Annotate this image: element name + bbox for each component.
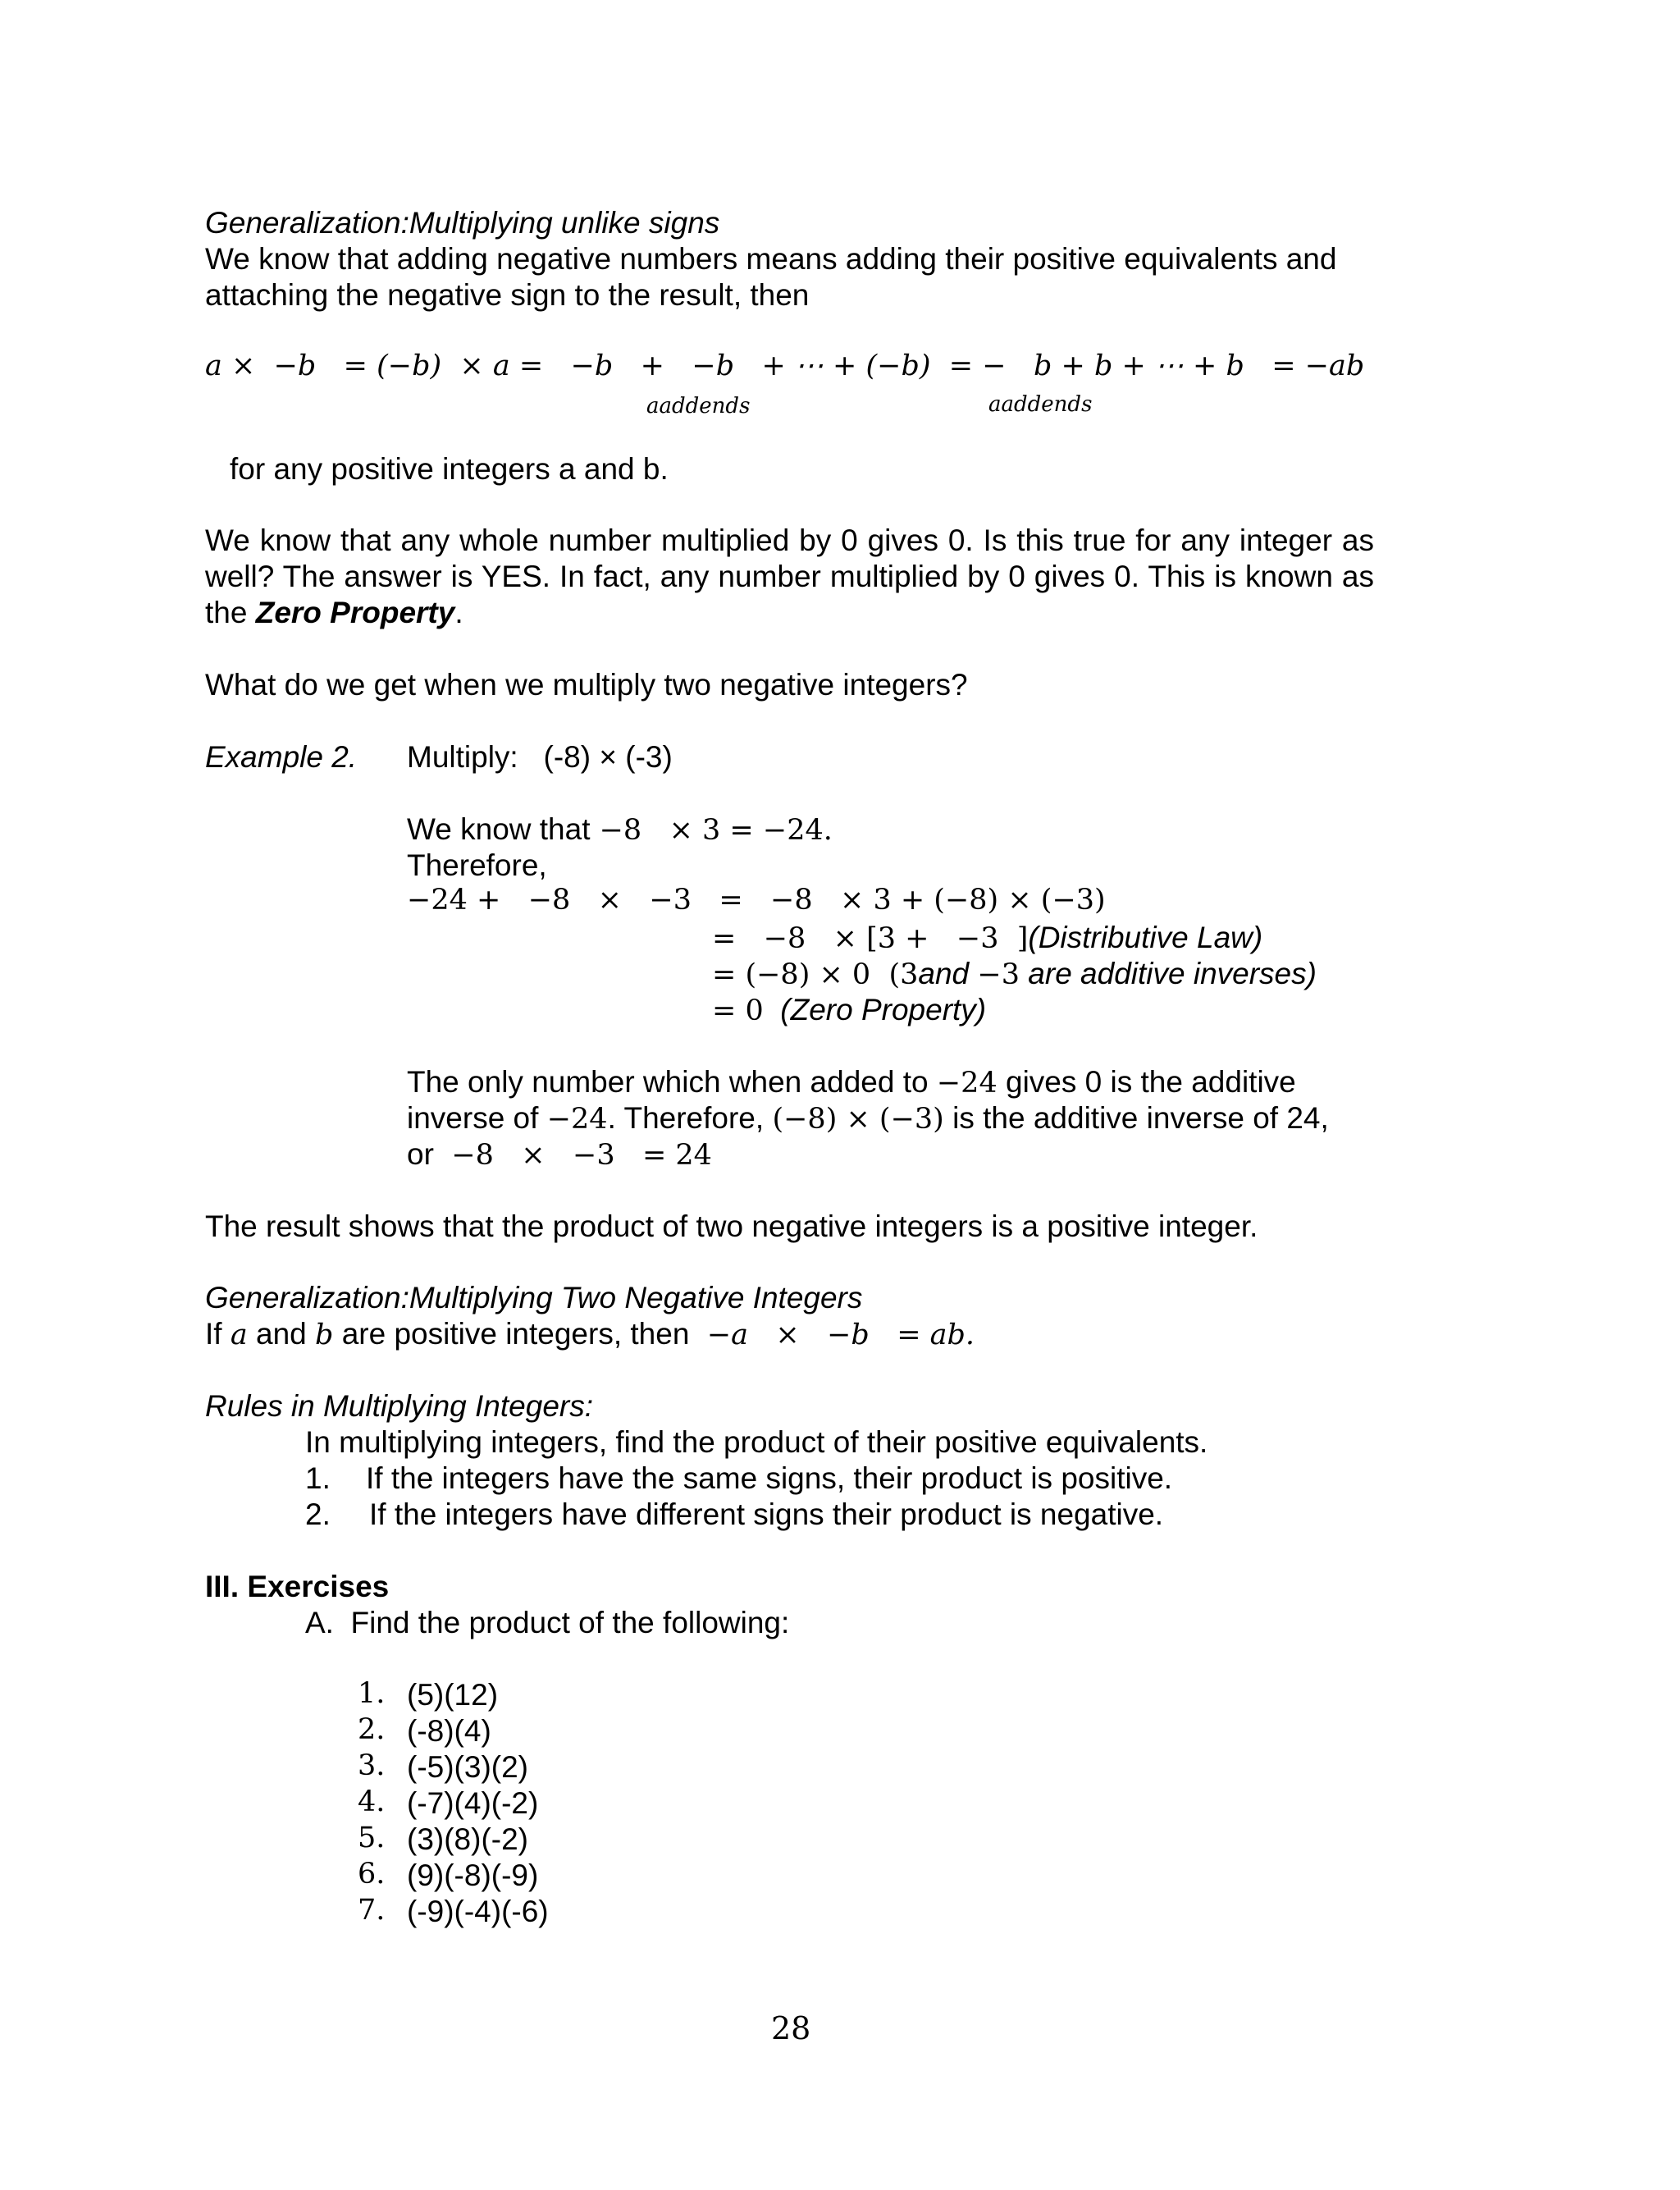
derivation-step-2 — [712, 920, 1262, 957]
rules-title: Rules in Multiplying Integers: — [205, 1389, 593, 1423]
we-know-math: −8 × 3 = −24. — [590, 814, 833, 847]
exercise-number: 4. — [358, 1785, 386, 1818]
exercise-item: (-7)(4)(-2) — [407, 1786, 539, 1820]
zero-property-paragraph — [205, 523, 1374, 631]
example-label: Example 2. — [205, 740, 358, 774]
exercise-item: (9)(-8)(-9) — [407, 1859, 539, 1892]
for-any-positive-integers: for any positive integers a and b. — [230, 452, 669, 486]
derivation-step-3 — [712, 956, 1317, 993]
step2-note: (Distributive Law) — [1028, 921, 1263, 954]
rule-text: If — [205, 1317, 231, 1351]
zero-property-term: Zero Property — [255, 596, 455, 629]
step3-math: = (−8) × 0 — [712, 958, 871, 991]
rules-intro: In multiplying integers, find the product of their positive equivalents. — [305, 1425, 1208, 1459]
exercise-number: 6. — [358, 1858, 386, 1891]
step3-note-c: −3 — [977, 958, 1020, 991]
exercise-number: 7. — [358, 1894, 386, 1927]
zero-property-period: . — [454, 596, 463, 629]
question-line: What do we get when we multiply two negative integers? — [205, 668, 968, 702]
exercise-number: 1. — [358, 1677, 386, 1710]
rules-list-item: If the integers have different signs their product is negative. — [369, 1497, 1164, 1531]
conclusion-text: or — [407, 1137, 443, 1171]
conclusion-math: −24 — [936, 1067, 998, 1100]
rule-var: b — [315, 1319, 334, 1351]
conclusion-text: is the additive inverse of 24, — [943, 1101, 1329, 1135]
exercise-item: (-5)(3)(2) — [407, 1750, 528, 1784]
result-statement: The result shows that the product of two negative integers is a positive integer. — [205, 1209, 1258, 1243]
derivation-step-1: −24 + −8 × −3 = −8 × 3 + (−8) × (−3) — [407, 884, 1106, 917]
generalization-title-two-negatives: Generalization:Multiplying Two Negative Integers — [205, 1281, 863, 1314]
exercises-heading: III. Exercises — [205, 1570, 390, 1603]
unlike-signs-equation: a × −b = (−b) × a = −b + −b + ⋯ + (−b) = − b + b + ⋯ + b = −ab — [205, 350, 1365, 382]
conclusion-line-2 — [407, 1100, 1329, 1137]
we-know-line — [407, 812, 833, 848]
conclusion-math: −24 — [546, 1103, 608, 1136]
therefore-label: Therefore, — [407, 848, 547, 882]
rule-text: are positive integers, then — [333, 1317, 698, 1351]
conclusion-text: The only number which when added to — [407, 1065, 937, 1099]
exercise-item: (3)(8)(-2) — [407, 1822, 528, 1856]
step3-note-d: are additive inverses) — [1020, 957, 1317, 990]
exercise-number: 3. — [358, 1749, 386, 1782]
we-know-prefix: We know that — [407, 812, 591, 846]
exercise-number: 5. — [358, 1822, 386, 1854]
paragraph-line: We know that adding negative numbers means adding their positive equivalents and — [205, 242, 1337, 276]
rule-var: a — [230, 1319, 248, 1351]
conclusion-line-3 — [407, 1136, 712, 1173]
zero-property-text: We know that any whole number multiplied by 0 gives 0. Is this true for any integer as well? The answer is YES. In fact, any number multiplied by 0 gives 0. This is known as the — [205, 523, 1374, 629]
rules-list-item: If the integers have the same signs, their product is positive. — [366, 1461, 1173, 1495]
generalization-rule — [205, 1316, 975, 1353]
exercises-instruction: A. Find the product of the following: — [305, 1606, 790, 1639]
derivation-step-4 — [712, 992, 986, 1029]
rule-text: and — [247, 1317, 316, 1351]
equation-underbrace-label: aaddends — [988, 392, 1093, 417]
conclusion-text: inverse of — [407, 1101, 547, 1135]
step4-note: (Zero Property) — [763, 993, 987, 1026]
conclusion-line-1 — [407, 1064, 1296, 1101]
step2-math: = −8 × [3 + −3 ] — [712, 922, 1029, 955]
conclusion-math: −8 × −3 = 24 — [442, 1139, 712, 1172]
equation-underbrace-label: aaddends — [646, 394, 751, 418]
step3-note-b: and — [918, 957, 978, 990]
exercise-number: 2. — [358, 1713, 386, 1746]
exercise-item: (5)(12) — [407, 1678, 499, 1712]
page-number: 28 — [771, 2010, 811, 2046]
step3-note-a: (3 — [870, 958, 919, 991]
rule-math: −a × −b = ab. — [697, 1319, 975, 1351]
exercise-item: (-8)(4) — [407, 1714, 491, 1748]
conclusion-text: gives 0 is the additive — [997, 1065, 1296, 1099]
step4-math: = 0 — [712, 994, 764, 1027]
conclusion-math: (−8) × (−3) — [772, 1103, 944, 1136]
rules-list-number: 1. — [305, 1461, 331, 1495]
conclusion-text: . Therefore, — [607, 1101, 773, 1135]
paragraph-line: attaching the negative sign to the result, then — [205, 278, 810, 312]
rules-list-number: 2. — [305, 1497, 331, 1531]
generalization-title-unlike-signs: Generalization:Multiplying unlike signs — [205, 206, 720, 240]
example-multiply: Multiply: (-8) × (-3) — [407, 740, 673, 774]
exercise-item: (-9)(-4)(-6) — [407, 1895, 549, 1928]
